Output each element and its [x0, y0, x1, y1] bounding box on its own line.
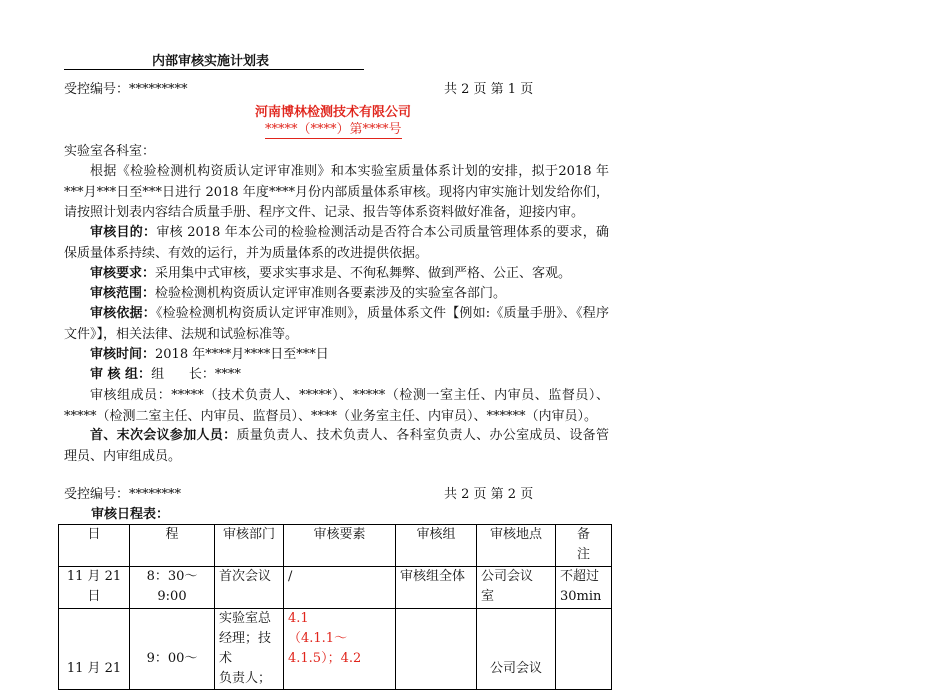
cell-time: 9：00～ [130, 609, 215, 690]
document-title-line [64, 54, 364, 70]
cell-place: 公司会议 室 [477, 567, 556, 609]
cell-remark [556, 609, 612, 690]
cell-group: 审核组全体 [396, 567, 477, 609]
cell-date: 11 月 21 日 [59, 567, 130, 609]
table-header-row [59, 525, 612, 567]
header-date: 日 [59, 525, 130, 567]
cell-time: 8：30～9:00 [130, 567, 215, 609]
header-time: 程 [130, 525, 215, 567]
cell-group [396, 609, 477, 690]
company-name: 河南博林检测技术有限公司 [255, 105, 412, 120]
header-remark: 备 注 [556, 525, 612, 567]
meeting-label: 首、末次会议参加人员： [90, 428, 237, 443]
cell-elements: 4.1 （4.1.1～ 4.1.5）；4.2 [284, 609, 396, 690]
cell-remark: 不超过 30min [556, 567, 612, 609]
requirement-label: 审核要求： [90, 266, 156, 281]
members-label: 审核组成员： [90, 388, 172, 403]
audit-members [64, 386, 609, 427]
audit-purpose [64, 223, 609, 264]
audit-basis [64, 304, 609, 345]
document-number: *****（****）第****号 [265, 122, 402, 137]
audit-group [64, 365, 609, 386]
purpose-text: 审核 2018 年本公司的检验检测活动是否符合本公司质量管理体系的要求，确保质量体系持续、有效的运行，并为质量体系的改进提供依据。 [64, 225, 609, 261]
audit-requirement [64, 264, 609, 285]
control-number: 受控编号：********* [64, 82, 188, 97]
page-info-page2: 共 2 页 第 2 页 [444, 487, 534, 502]
intro-paragraph: 根据《检验检测机构资质认定评审准则》和本实验室质量体系计划的安排，拟于2018 年***月***日至***日进行 2018 年度****月份内部质量体系审核。现将内审实施计划发给你们，请按照计划表内容结合质量手册、程序文件、记录、报告等体系资料做好准备，迎接内审。 [64, 164, 609, 220]
addressee: 实验室各科室： [64, 144, 156, 159]
header-dept: 审核部门 [215, 525, 284, 567]
group-leader: 组 长：**** [151, 367, 241, 382]
cell-elements: / [284, 567, 396, 609]
cell-date: 11 月 21 [59, 609, 130, 690]
basis-text: 《检验检测机构资质认定评审准则》，质量体系文件【例如:《质量手册》、《程序文件》】，相关法律、法规和试验标准等。 [64, 306, 609, 342]
table-row [59, 609, 612, 690]
document-title: 内部审核实施计划表 [152, 54, 270, 69]
cell-place: 公司会议 [477, 609, 556, 690]
meeting-attendees [64, 426, 609, 467]
control-number-page2: 受控编号：******** [64, 487, 182, 502]
cell-dept: 实验室总 经理；技术 负责人； [215, 609, 284, 690]
members-text: *****（技术负责人、*****）、*****（检测一室主任、内审员、监督员）、*****（检测二室主任、内审员、监督员）、****（业务室主任、内审员）、******（内审员）。 [64, 388, 609, 424]
group-label: 审 核 组： [90, 367, 152, 382]
header-place: 审核地点 [477, 525, 556, 567]
meeting-text: 质量负责人、技术负责人、各科室负责人、办公室成员、设备管理员、内审组成员。 [64, 428, 609, 464]
header-elements: 审核要素 [284, 525, 396, 567]
basis-label: 审核依据： [90, 306, 156, 321]
page-info: 共 2 页 第 1 页 [444, 82, 534, 97]
purpose-label: 审核目的： [90, 225, 157, 240]
audit-time [64, 345, 609, 366]
time-text: 2018 年****月****日至***日 [155, 347, 329, 362]
audit-scope [64, 284, 609, 305]
scope-text: 检验检测机构资质认定评审准则各要素涉及的实验室各部门。 [155, 286, 507, 301]
cell-dept: 首次会议 [215, 567, 284, 609]
time-label: 审核时间： [90, 347, 156, 362]
schedule-label: 审核日程表： [91, 507, 170, 522]
header-group: 审核组 [396, 525, 477, 567]
requirement-text: 采用集中式审核，要求实事求是、不徇私舞弊、做到严格、公正、客观。 [155, 266, 572, 281]
table-row [59, 567, 612, 609]
audit-schedule-table [58, 524, 612, 690]
scope-label: 审核范围： [90, 286, 156, 301]
